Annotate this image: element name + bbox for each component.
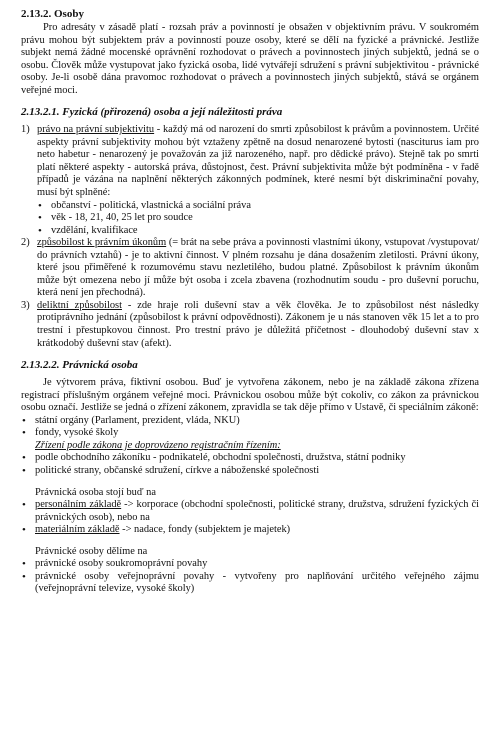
item-text: -> nadace, fondy (subjektem je majetek) (119, 524, 291, 536)
zaklad-list (21, 499, 479, 537)
zaklad-heading: Právnická osoba stojí buď na (35, 486, 156, 498)
subsection-title-pravnicka: 2.13.2.2. Právnická osoba (21, 359, 138, 372)
zakon-list (21, 415, 479, 440)
deleni-heading: Právnické osoby dělíme na (35, 545, 148, 557)
registrace-list (21, 452, 479, 477)
subsection-title-fyzicka: 2.13.2.1. Fyzická (přirozená) osoba a její náležitosti práva (21, 106, 283, 119)
list-item: • vzdělání, kvalifikace (37, 225, 479, 238)
item-text: - zde hraje roli duševní stav a věk člověka. Je to způsobilost nést následky protiprávního jednání (způsobilost k právní odpovědnosti). Zákonem je u nás stanoven věk 15 let a to pro trestní i přestupkovou činnost. Pro trestní právo je důležitá příčetnost - dlouhodobý duševní stav x krátkodobý duševní stav (afekt). (37, 299, 479, 349)
list-item (21, 237, 479, 300)
item-number: 3) (21, 299, 30, 311)
item-number: 1) (21, 124, 30, 136)
item-term: deliktní způsobilost (37, 299, 122, 311)
list-item: • právnické osoby soukromoprávní povahy (21, 558, 479, 571)
item-term: personálním základě (35, 499, 122, 511)
list-item (21, 524, 479, 537)
list-item: • občanství - politická, vlastnická a sociální práva (37, 200, 479, 213)
pravnicka-intro: Je výtvorem práva, fiktivní osobou. Buď je vytvořena zákonem, nebo je na základě zákona zřízena registrací příslušným orgánem veřejné moci. Právnickou osobou může být cokoliv, co zákon za právnickou osobu označí. Jestliže se jedná o zřízení zákonem, zpravidla se tak děje přímo v Ustavě, či speciálním zákoně: (21, 377, 479, 414)
registrace-heading: Zřízení podle zákona je doprovázeno registračním řízením: (35, 439, 281, 451)
item-number: 2) (21, 237, 30, 249)
deleni-list (21, 558, 479, 596)
list-item: • podle obchodního zákoníku - podnikatelé, obchodní společnosti, družstva, státní podniky (21, 452, 479, 465)
document-page (21, 8, 479, 596)
list-item (21, 300, 479, 350)
list-item (21, 124, 479, 237)
item-text: (= brát na sebe práva a povinnosti vlastními úkony, vstupovat /vystupovat/ do právních vztahů) - je to aktivní činnost. V plném rozsahu je dána dosažením zletilosti. Právní úkony, které jsou přiměřené k rozumovému stavu nezletilého, budou platné. Způsobilost k právním úkonům může být omezena nebo jí může být osoba i zcela zbavena (rozhodnutím soudu - pro duševní poruchu, která není jen přechodná). (37, 237, 479, 299)
list-item: • fondy, vysoké školy (21, 427, 479, 440)
item-text: -> korporace (obchodní společnosti, politické strany, družstva, sdružení fyzických či právnických osob), nebo na (35, 499, 480, 523)
item-term: způsobilost k právním úkonům (37, 237, 167, 249)
item-term: materiálním základě (35, 524, 120, 536)
list-item: • státní orgány (Parlament, prezident, vláda, NKU) (21, 415, 479, 428)
podminky-list (37, 200, 479, 238)
list-item: • politické strany, občanské sdružení, církve a náboženské společnosti (21, 465, 479, 478)
item-term: právo na právní subjektivitu (37, 124, 155, 136)
fyzicka-list (21, 124, 479, 350)
list-item: • věk - 18, 21, 40, 25 let pro soudce (37, 212, 479, 225)
list-item: • právnické osoby veřejnoprávní povahy - vytvořeny pro naplňování určitého veřejného zájmu (veřejnoprávní televize, vysoké školy) (21, 571, 479, 596)
section-intro: Pro adresáty v zásadě platí - rozsah práv a povinností je obsažen v objektivním právu. V soukromém právu mohou být subjektem práv a povinností pouze osoby, které se dělí na fyzické a právnické. Jestliže subjekt nemá žádné mocenské oprávnění rozhodovat o právech a povinnostech jiných subjektů, jedná se o osobu. Člověk může vystupovat jako fyzická osoba, lidé vytvářejí sdružení s právní subjektivitou - právnické osoby. Je-li osobě dána pravomoc rozhodovat o právech a povinnostech jiných subjektů, stává se orgánem veřejné moci. (21, 22, 479, 96)
item-text: - každý má od narození do smrti způsobilost k právům a povinnostem. Určité aspekty právní subjektivity mohou být vztaženy zpětně na dosud nenarozené bytosti (nasciturus iam pro neto habetur - nenarozený je považován za již narozeného, např. pro dědické právo). Stejně tak po smrti platí některé aspekty - autorská práva, důstojnost, čest. Právní subjektivita může být podmíněna - v řadě případů je vázána na naplnění některých zákonných podmínek, které nesmí být diskriminační povahy, musí být splněné: (37, 124, 479, 199)
section-title: 2.13.2. Osoby (21, 8, 84, 20)
list-item (21, 499, 479, 524)
